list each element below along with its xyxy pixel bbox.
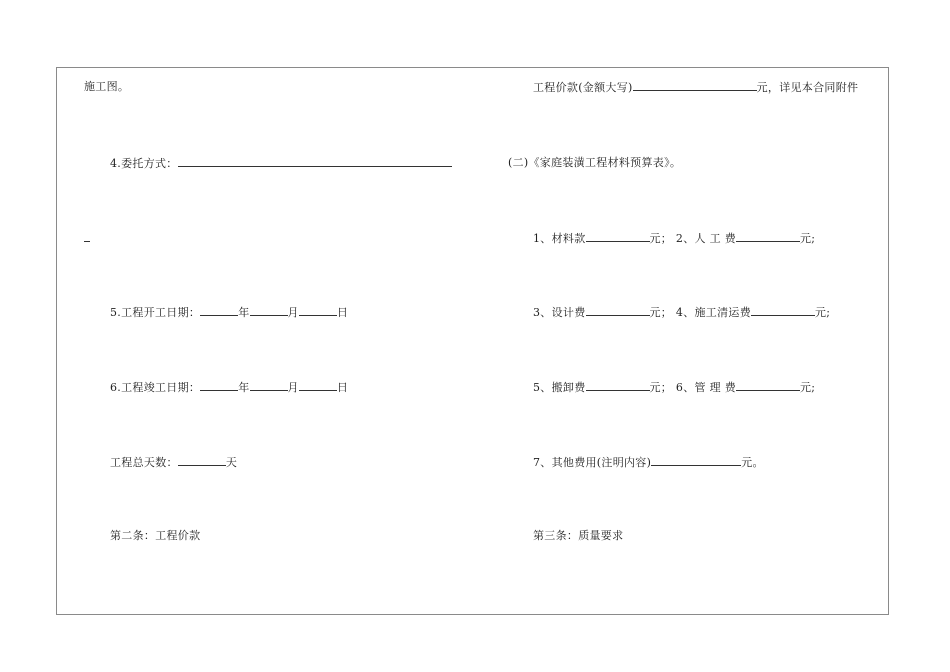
end-month-unit: 月 bbox=[287, 381, 299, 394]
materials-field[interactable] bbox=[586, 231, 650, 242]
start-year-unit: 年 bbox=[238, 306, 250, 319]
delegation-method-label: 4.委托方式： bbox=[110, 157, 178, 170]
end-date-row bbox=[110, 380, 348, 395]
other-fees-row bbox=[533, 455, 764, 470]
end-year-unit: 年 bbox=[238, 381, 250, 394]
materials-label: 1、材料款 bbox=[533, 232, 586, 245]
end-day-field[interactable] bbox=[299, 380, 337, 391]
design-fee-label: 3、设计费 bbox=[533, 306, 586, 319]
end-year-field[interactable] bbox=[200, 380, 238, 391]
other-fees-label: 7、其他费用(注明内容) bbox=[533, 456, 652, 469]
design-cleanup-row bbox=[533, 305, 830, 320]
other-fees-unit: 元。 bbox=[741, 456, 764, 469]
start-day-unit: 日 bbox=[336, 306, 349, 319]
materials-labor-row bbox=[533, 231, 815, 246]
stray-mark bbox=[84, 241, 90, 242]
end-day-unit: 日 bbox=[336, 381, 349, 394]
end-month-field[interactable] bbox=[250, 380, 288, 391]
text-construction-drawing: 施工图。 bbox=[84, 80, 130, 93]
total-days-field[interactable] bbox=[178, 455, 226, 466]
management-fee-unit: 元; bbox=[800, 381, 816, 394]
handling-fee-label: 5、搬卸费 bbox=[533, 381, 586, 394]
labor-field[interactable] bbox=[736, 231, 800, 242]
start-month-field[interactable] bbox=[250, 305, 288, 316]
budget-table-heading: (二)《家庭装潢工程材料预算表》。 bbox=[508, 156, 682, 169]
design-fee-field[interactable] bbox=[586, 305, 650, 316]
total-days-label: 工程总天数： bbox=[110, 456, 178, 469]
start-day-field[interactable] bbox=[299, 305, 337, 316]
contract-price-label: 工程价款(金额大写) bbox=[533, 81, 633, 94]
start-month-unit: 月 bbox=[287, 306, 299, 319]
management-fee-label: 元； 6、管 理 费 bbox=[649, 381, 736, 394]
start-year-field[interactable] bbox=[200, 305, 238, 316]
cleanup-fee-unit: 元; bbox=[815, 306, 831, 319]
total-days-unit: 天 bbox=[225, 456, 238, 469]
handling-fee-field[interactable] bbox=[586, 380, 650, 391]
handling-management-row bbox=[533, 380, 815, 395]
start-date-label: 5.工程开工日期： bbox=[110, 306, 201, 319]
start-date-row bbox=[110, 305, 348, 320]
end-date-label: 6.工程竣工日期： bbox=[110, 381, 201, 394]
management-fee-field[interactable] bbox=[736, 380, 800, 391]
delegation-method-field[interactable] bbox=[178, 156, 452, 167]
article-two-heading: 第二条：工程价款 bbox=[110, 529, 201, 542]
article-three-heading: 第三条：质量要求 bbox=[533, 529, 624, 542]
contract-price-row bbox=[533, 80, 858, 95]
contract-price-tail: 元，详见本合同附件 bbox=[756, 81, 859, 94]
cleanup-fee-label: 元； 4、施工清运费 bbox=[649, 306, 751, 319]
other-fees-field[interactable] bbox=[651, 455, 741, 466]
total-days-row bbox=[110, 455, 237, 470]
cleanup-fee-field[interactable] bbox=[751, 305, 815, 316]
labor-label: 元； 2、人 工 费 bbox=[649, 232, 736, 245]
labor-unit: 元; bbox=[800, 232, 816, 245]
delegation-method-row bbox=[110, 156, 452, 171]
contract-price-field[interactable] bbox=[633, 80, 757, 91]
